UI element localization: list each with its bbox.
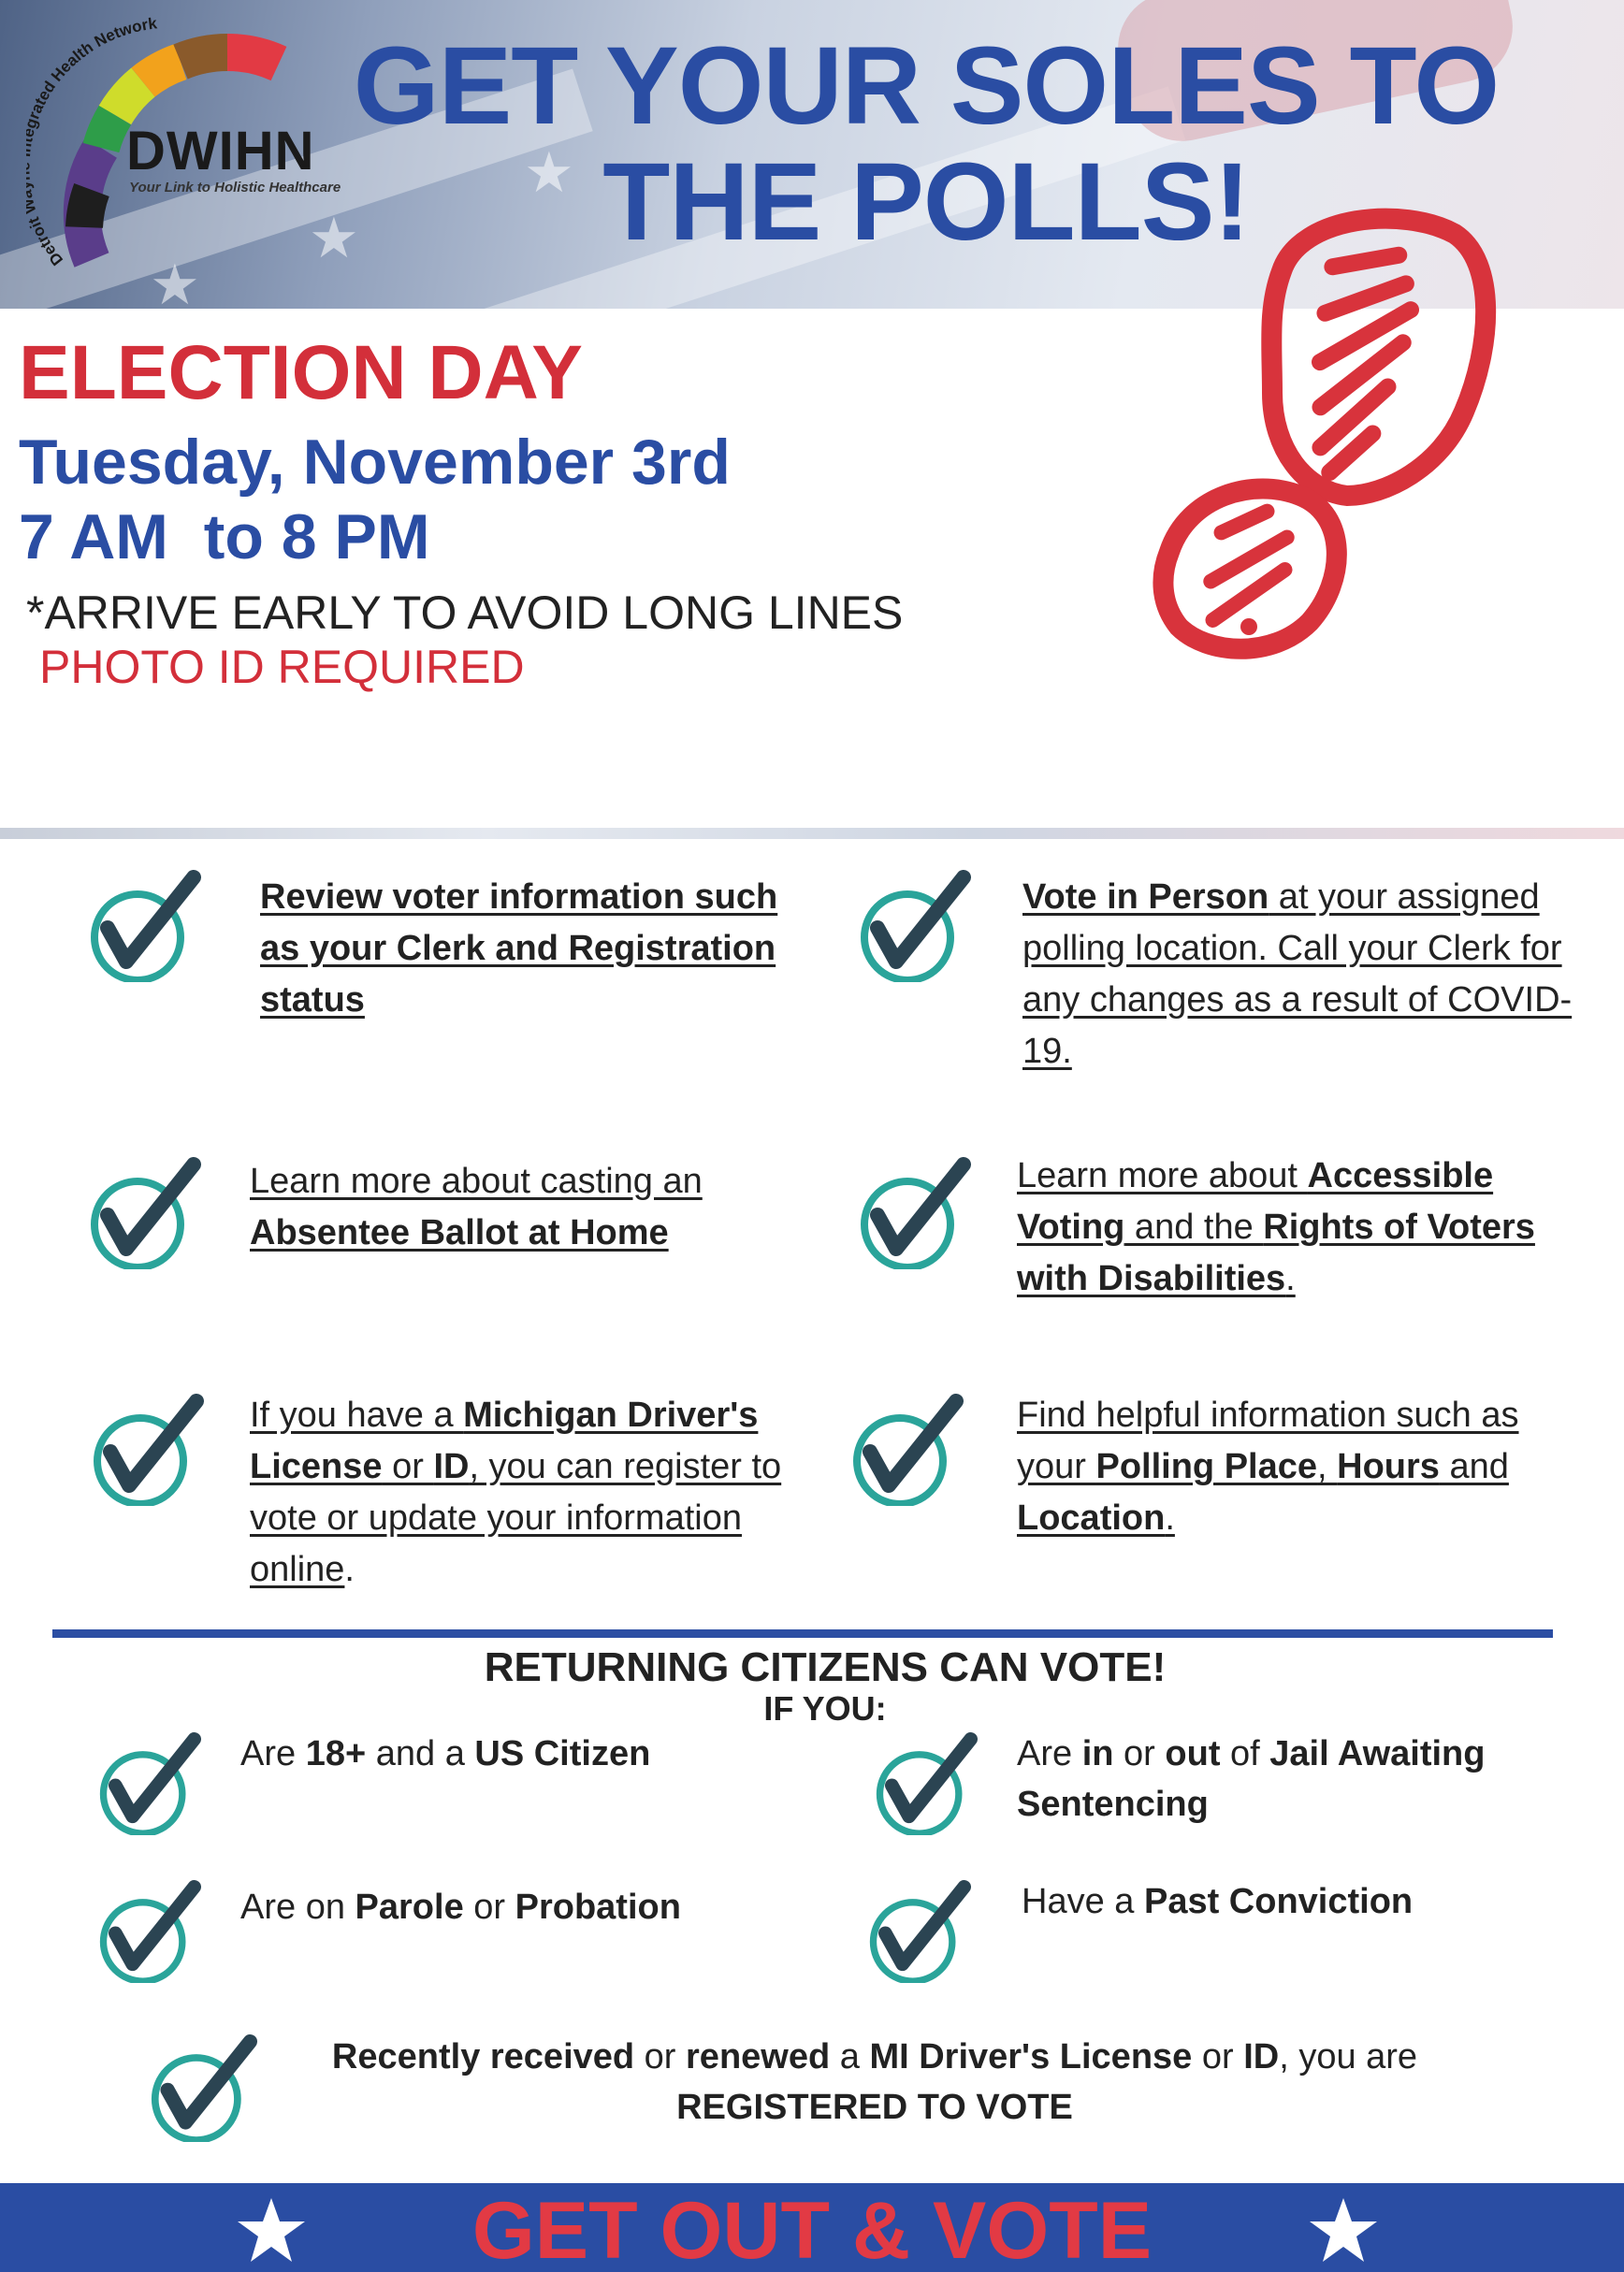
star-icon <box>236 2196 307 2264</box>
star-icon <box>1308 2196 1379 2264</box>
checkmark-icon <box>150 2034 257 2142</box>
eligibility-jail: Are in or out of Jail Awaiting Sentencing <box>1017 1734 1486 1824</box>
header-flag-background: ★ ★ ★ <box>0 0 1624 309</box>
election-day-heading: ELECTION DAY <box>19 330 583 415</box>
election-date: Tuesday, November 3rd <box>19 427 731 498</box>
returning-citizens-subtitle: IF YOU: <box>763 1689 887 1728</box>
page-title: GET YOUR SOLES TO THE POLLS! <box>353 24 1500 264</box>
checkmark-icon <box>89 870 201 982</box>
checklist-item-vote-in-person: Vote in Person at your assigned polling location. Call your Clerk for any changes as a result of COVID-19. <box>1022 877 1573 1071</box>
checkmark-icon <box>98 1880 201 1983</box>
footer-slogan: GET OUT & VOTE <box>471 2186 1153 2272</box>
photo-id-note: PHOTO ID REQUIRED <box>39 641 525 693</box>
svg-text:Detroit Wayne Integrated Healt: Detroit rated Health Network <box>26 14 158 269</box>
eligibility-past-conviction: Have a Past Conviction <box>1022 1882 1414 1921</box>
checkmark-icon <box>92 1394 204 1506</box>
checklist-item-absentee: Learn more about casting an Absentee Ballot at Home <box>250 1162 703 1252</box>
checklist-item-michigan-license: If you have a Michigan Driver's License or ID, you can register to vote or update your information online. <box>250 1396 782 1589</box>
section-divider <box>52 1629 1553 1638</box>
eligibility-age-citizen: Are 18+ and a US Citizen <box>240 1734 651 1773</box>
checklist-item-voter-info: Review voter information such as your Clerk and Registration status <box>260 877 778 1020</box>
checklist-item-accessible-voting: Learn more about Accessible Voting and the Rights of Voters with Disabilities. <box>1017 1156 1535 1298</box>
returning-citizens-title: RETURNING CITIZENS CAN VOTE! <box>484 1644 1167 1690</box>
eligibility-parole-probation: Are on Parole or Probation <box>240 1888 681 1927</box>
arrive-early-note: *ARRIVE EARLY TO AVOID LONG LINES <box>26 586 904 639</box>
divider-strip <box>0 828 1624 839</box>
checkmark-icon <box>859 1157 971 1269</box>
checklist-item-polling-place: Find helpful information such as your Polling Place, Hours and Location. <box>1017 1396 1519 1538</box>
logo-name: DWIHN <box>126 121 315 181</box>
checkmark-icon <box>89 1157 201 1269</box>
eligibility-registered: Recently received or renewed a MI Driver's License or ID, you are REGISTERED TO VOTE <box>331 2037 1418 2127</box>
checkmark-icon <box>875 1732 978 1835</box>
footprint-icon <box>1132 187 1506 673</box>
checkmark-icon <box>868 1880 971 1983</box>
election-hours: 7 AM to 8 PM <box>19 501 430 572</box>
checkmark-icon <box>98 1732 201 1835</box>
checkmark-icon <box>851 1394 964 1506</box>
logo-tagline: Your Link to Holistic Healthcare <box>129 180 341 195</box>
checkmark-icon <box>859 870 971 982</box>
